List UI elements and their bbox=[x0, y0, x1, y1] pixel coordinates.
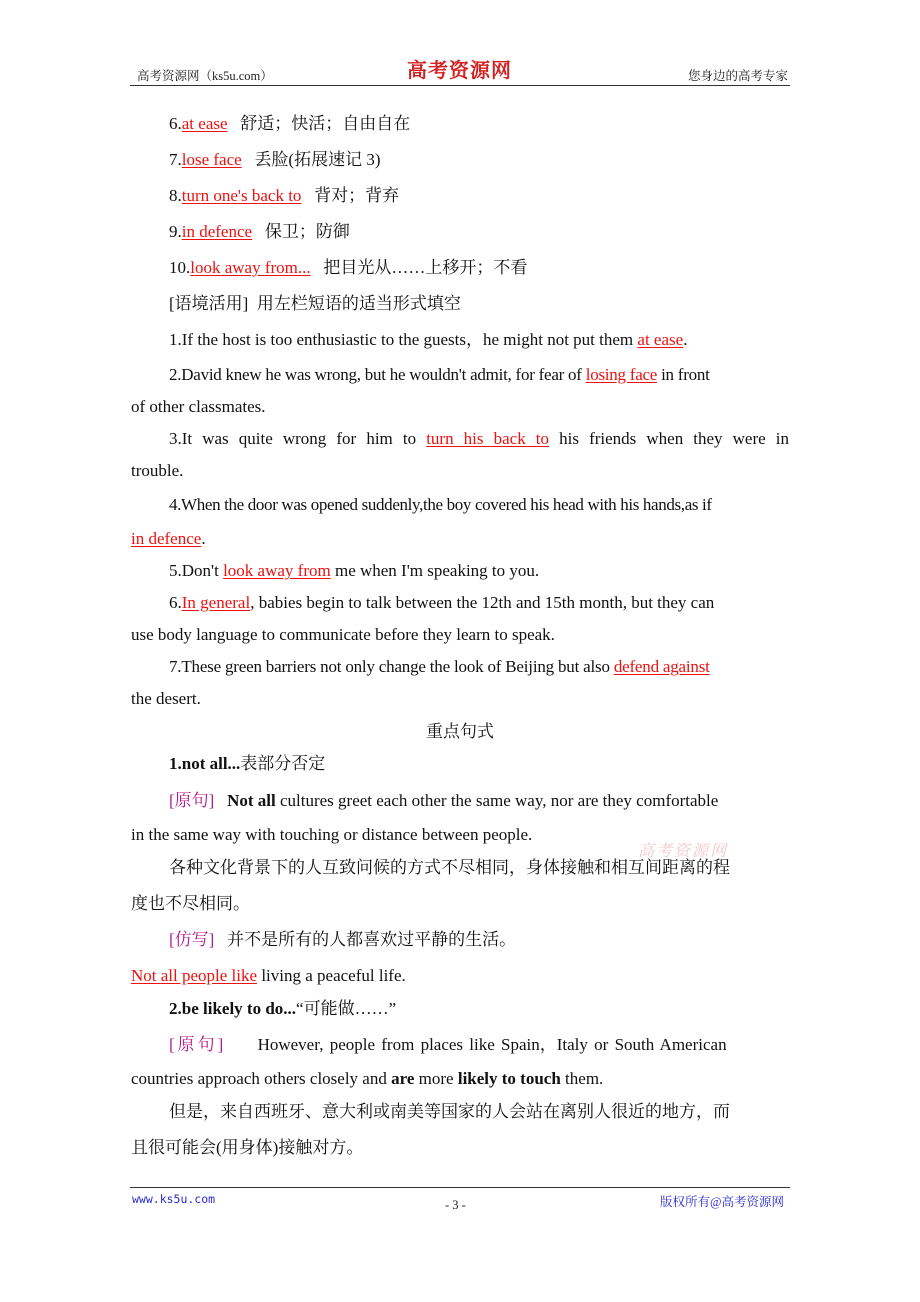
phrase-answer: at ease bbox=[181, 114, 228, 133]
imitation-text: living a peaceful life. bbox=[257, 966, 406, 985]
pattern-1-original-cont: in the same way with touching or distance between people. bbox=[131, 825, 533, 844]
pattern-1-translation-cont: 度也不尽相同。 bbox=[131, 894, 250, 913]
phrase-meaning: 把目光从……上移开；不看 bbox=[323, 258, 528, 277]
sentence-answer: look away from bbox=[223, 561, 331, 580]
original-keyword: likely to touch bbox=[457, 1069, 561, 1088]
sentence-answer: in defence bbox=[131, 529, 202, 548]
phrase-item-7 bbox=[131, 149, 789, 171]
sentence-answer: losing face bbox=[585, 365, 658, 384]
phrase-number: 6. bbox=[169, 114, 182, 133]
practice-sentence-5 bbox=[131, 560, 789, 582]
pattern-2-title bbox=[131, 998, 789, 1020]
phrase-number: 10. bbox=[169, 258, 191, 277]
pattern-1-title bbox=[131, 753, 789, 775]
practice-sentence-2 bbox=[131, 364, 789, 386]
practice-sentence-6 bbox=[131, 592, 789, 614]
pattern-1-original bbox=[131, 790, 789, 812]
pattern-1-imitation bbox=[131, 929, 789, 951]
phrase-number: 8. bbox=[169, 186, 182, 205]
original-text: more bbox=[414, 1069, 458, 1088]
phrase-meaning: 保卫；防御 bbox=[264, 222, 350, 241]
pattern-keyword: 1.not all... bbox=[169, 754, 241, 773]
phrase-meaning: 丢脸(拓展速记 3) bbox=[254, 150, 381, 169]
phrase-item-9 bbox=[131, 221, 789, 243]
sentence-text: 3.It was quite wrong for him to bbox=[169, 429, 427, 448]
original-tag: [原句] bbox=[169, 791, 215, 810]
sentence-text: 2.David knew he was wrong, but he wouldn't admit, for fear of bbox=[169, 365, 586, 384]
practice-instruction: 用左栏短语的适当形式填空 bbox=[256, 294, 461, 313]
pattern-1-translation: 各种文化背景下的人互致问候的方式不尽相同，身体接触和相互间距离的程 bbox=[169, 858, 730, 877]
original-text: However, people from places like Spain，Italy or South American bbox=[257, 1035, 727, 1054]
pattern-2-translation-cont: 且很可能会(用身体)接触对方。 bbox=[131, 1138, 364, 1157]
original-text: them. bbox=[560, 1069, 604, 1088]
sentence-text: . bbox=[201, 529, 206, 548]
phrase-item-8 bbox=[131, 185, 789, 207]
sentence-answer: turn his back to bbox=[426, 429, 550, 448]
header-divider bbox=[130, 85, 790, 86]
sentence-text: . bbox=[683, 330, 688, 349]
practice-sentence-4: 4.When the door was opened suddenly,the boy covered his head with his hands,as if bbox=[169, 495, 712, 514]
phrase-answer: in defence bbox=[181, 222, 253, 241]
original-keyword: are bbox=[391, 1069, 415, 1088]
phrase-item-10 bbox=[131, 257, 789, 279]
original-text: countries approach others closely and bbox=[131, 1069, 392, 1088]
practice-sentence-4-cont bbox=[131, 528, 789, 550]
phrase-answer: look away from... bbox=[190, 258, 311, 277]
header-logo: 高考资源网 bbox=[407, 58, 512, 82]
footer-copyright: 版权所有@高考资源网 bbox=[659, 1195, 784, 1209]
phrase-answer: turn one's back to bbox=[181, 186, 302, 205]
practice-sentence-3 bbox=[131, 428, 789, 450]
sentence-text: 6. bbox=[169, 593, 182, 612]
original-text: cultures greet each other the same way, nor are they comfortable bbox=[275, 791, 719, 810]
sentence-answer: at ease bbox=[637, 330, 684, 349]
practice-sentence-7 bbox=[131, 656, 789, 678]
phrase-number: 9. bbox=[169, 222, 182, 241]
practice-heading bbox=[131, 293, 789, 315]
phrase-item-6 bbox=[131, 113, 789, 135]
pattern-2-original bbox=[131, 1034, 789, 1056]
sentence-text: 1.If the host is too enthusiastic to the guests，he might not put them bbox=[169, 330, 638, 349]
pattern-2-translation: 但是，来自西班牙、意大利或南美等国家的人会站在离别人很近的地方，而 bbox=[169, 1102, 730, 1121]
imitation-answer: Not all people like bbox=[131, 966, 258, 985]
section-title: 重点句式 bbox=[426, 722, 494, 741]
pattern-keyword: 2.be likely to do... bbox=[169, 999, 297, 1018]
phrase-meaning: 舒适；快活；自由自在 bbox=[240, 114, 411, 133]
sentence-text: me when I'm speaking to you. bbox=[330, 561, 540, 580]
header-site-name: 高考资源网（ks5u.com） bbox=[137, 69, 273, 83]
practice-sentence-2-cont: of other classmates. bbox=[131, 397, 266, 416]
sentence-answer: In general bbox=[181, 593, 251, 612]
phrase-number: 7. bbox=[169, 150, 182, 169]
practice-tag: [语境活用] bbox=[169, 294, 249, 313]
sentence-answer: defend against bbox=[613, 657, 710, 676]
page-number: - 3 - bbox=[445, 1198, 466, 1212]
header-slogan: 您身边的高考专家 bbox=[687, 69, 788, 83]
original-tag: [原句] bbox=[169, 1035, 227, 1054]
watermark: 高考资源网 bbox=[638, 843, 729, 860]
sentence-text: 5.Don't bbox=[169, 561, 224, 580]
practice-sentence-3-cont: trouble. bbox=[131, 461, 184, 480]
imitation-tag: [仿写] bbox=[169, 930, 215, 949]
sentence-text: 7.These green barriers not only change the look of Beijing but also bbox=[169, 657, 614, 676]
pattern-1-imitation-answer bbox=[131, 965, 789, 987]
practice-sentence-6-cont: use body language to communicate before they learn to speak. bbox=[131, 625, 555, 644]
pattern-desc: 表部分否定 bbox=[240, 754, 326, 773]
footer-divider bbox=[130, 1187, 790, 1188]
pattern-desc: “可能做……” bbox=[296, 999, 397, 1018]
practice-sentence-1 bbox=[131, 329, 789, 351]
footer-site-link[interactable]: www.ks5u.com bbox=[132, 1192, 216, 1206]
imitation-prompt: 并不是所有的人都喜欢过平静的生活。 bbox=[227, 930, 517, 949]
phrase-answer: lose face bbox=[181, 150, 242, 169]
original-keyword: Not all bbox=[227, 791, 276, 810]
phrase-meaning: 背对；背弃 bbox=[314, 186, 400, 205]
sentence-text: his friends when they were in bbox=[549, 429, 790, 448]
sentence-text: in front bbox=[657, 365, 710, 384]
practice-sentence-7-cont: the desert. bbox=[131, 689, 201, 708]
pattern-2-original-cont bbox=[131, 1068, 789, 1090]
sentence-text: , babies begin to talk between the 12th and 15th month, but they can bbox=[250, 593, 715, 612]
